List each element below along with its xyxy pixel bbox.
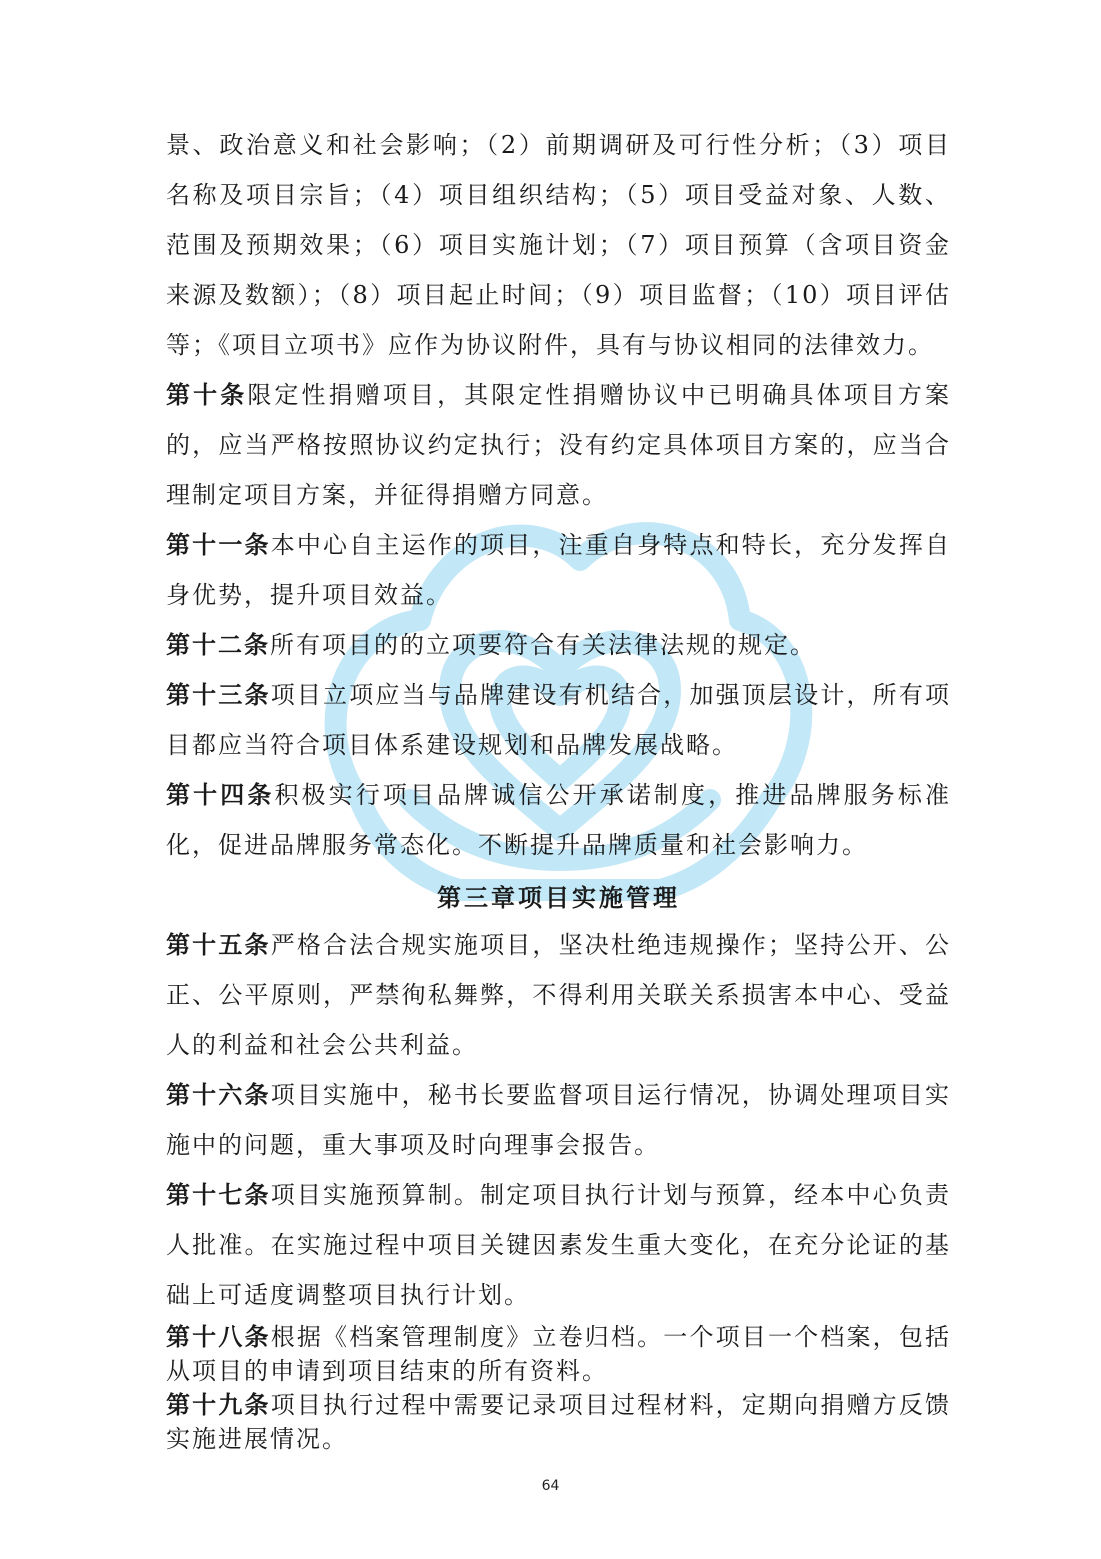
article-18 <box>166 1320 951 1388</box>
document-body <box>166 120 951 1456</box>
article-label: 第十三条 <box>166 680 271 709</box>
article-label: 第十二条 <box>166 630 270 659</box>
article-label: 第十七条 <box>166 1180 271 1209</box>
article-15 <box>166 920 951 1070</box>
article-label: 第十四条 <box>166 780 275 809</box>
article-text: 根据《档案管理制度》立卷归档。一个项目一个档案，包括从项目的申请到项目结束的所有资料。 <box>166 1323 952 1385</box>
article-14 <box>166 770 951 870</box>
article-text: 项目立项应当与品牌建设有机结合，加强顶层设计，所有项目都应当符合项目体系建设规划和品牌发展战略。 <box>166 681 952 759</box>
article-13 <box>166 670 951 770</box>
article-label: 第十六条 <box>166 1080 271 1109</box>
article-text: 项目实施预算制。制定项目执行计划与预算，经本中心负责人批准。在实施过程中项目关键因素发生重大变化，在充分论证的基础上可适度调整项目执行计划。 <box>166 1181 952 1309</box>
chapter-heading: 第三章项目实施管理 <box>437 883 680 912</box>
page-number: 64 <box>541 1478 560 1494</box>
article-19 <box>166 1388 951 1456</box>
article-text: 项目实施中，秘书长要监督项目运行情况，协调处理项目实施中的问题，重大事项及时向理事会报告。 <box>166 1081 952 1159</box>
article-text: 所有项目的的立项要符合有关法律法规的规定。 <box>270 631 816 659</box>
article-11 <box>166 520 951 620</box>
article-label: 第十五条 <box>166 930 271 959</box>
article-12 <box>166 620 951 670</box>
article-text: 严格合法合规实施项目，坚决杜绝违规操作；坚持公开、公正、公平原则，严禁徇私舞弊，不得利用关联关系损害本中心、受益人的利益和社会公共利益。 <box>166 931 952 1059</box>
paragraph-continued <box>166 120 951 370</box>
article-17 <box>166 1170 951 1320</box>
article-text: 积极实行项目品牌诚信公开承诺制度，推进品牌服务标准化，促进品牌服务常态化。不断提升品牌质量和社会影响力。 <box>166 781 952 859</box>
article-10 <box>166 370 951 520</box>
article-text: 本中心自主运作的项目，注重自身特点和特长，充分发挥自身优势，提升项目效益。 <box>166 531 952 609</box>
article-label: 第十一条 <box>166 530 271 559</box>
article-label: 第十条 <box>166 380 248 409</box>
paragraph-text: 景、政治意义和社会影响；（2）前期调研及可行性分析；（3）项目名称及项目宗旨；（4）项目组织结构；（5）项目受益对象、人数、范围及预期效果；（6）项目实施计划；（7）项目预算（含项目资金来源及数额）；（8）项目起止时间；（9）项目监督；（10）项目评估等；《项目立项书》应作为协议附件，具有与协议相同的法律效力。 <box>166 131 951 359</box>
article-label: 第十九条 <box>166 1390 271 1419</box>
article-label: 第十八条 <box>166 1322 271 1351</box>
article-text: 限定性捐赠项目，其限定性捐赠协议中已明确具体项目方案的，应当严格按照协议约定执行；没有约定具体项目方案的，应当合理制定项目方案，并征得捐赠方同意。 <box>166 381 952 509</box>
article-16 <box>166 1070 951 1170</box>
article-text: 项目执行过程中需要记录项目过程材料，定期向捐赠方反馈实施进展情况。 <box>166 1391 952 1453</box>
